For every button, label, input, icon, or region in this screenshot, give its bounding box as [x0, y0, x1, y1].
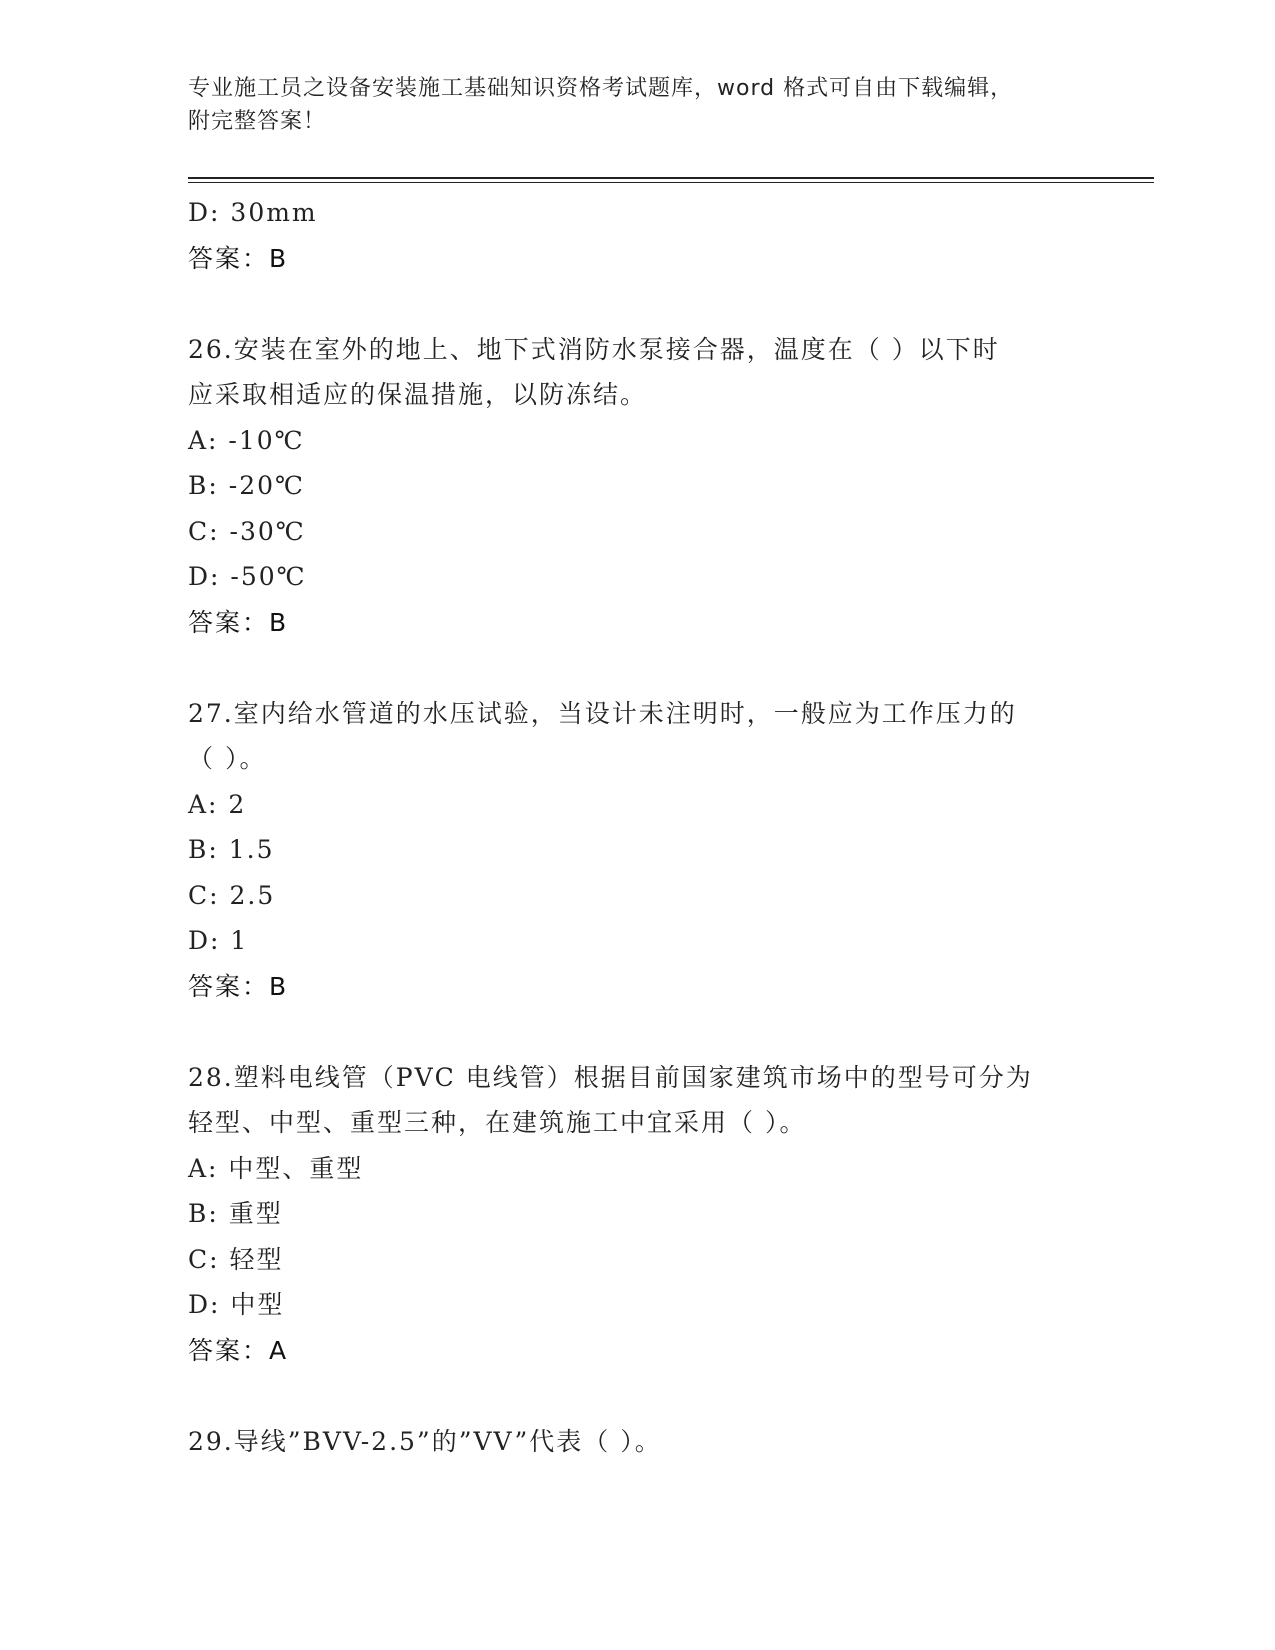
header-line-2: 附完整答案！	[188, 109, 327, 134]
option-a: A: -10℃	[188, 425, 305, 455]
header-line-1: 专业施工员之设备安装施工基础知识资格考试题库，word 格式可自由下载编辑，	[188, 76, 1014, 101]
option-b: B: -20℃	[188, 471, 305, 500]
question-stem: 轻型、中型、重型三种，在建筑施工中宜采用（ ）。	[188, 1108, 807, 1137]
question-stem: 26.安装在室外的地上、地下式消防水泵接合器，温度在（ ）以下时	[188, 334, 1000, 364]
option-a: A: 中型、重型	[188, 1153, 364, 1183]
spacer	[188, 1009, 1088, 1055]
question-block-25	[188, 190, 1088, 281]
question-stem: 27.室内给水管道的水压试验，当设计未注明时，一般应为工作压力的	[188, 698, 1017, 728]
option-d: D: 1	[188, 926, 249, 955]
option-a: A: 2	[188, 789, 247, 819]
option-d: D: 中型	[188, 1290, 285, 1319]
answer-line: 答案：B	[188, 243, 289, 273]
header-divider-thin	[188, 182, 1154, 183]
question-block-28	[188, 1055, 1088, 1374]
spacer	[188, 645, 1088, 691]
option-c: C: 2.5	[188, 880, 276, 910]
question-stem: （ ）。	[188, 744, 267, 773]
question-block-29	[188, 1419, 1088, 1465]
question-stem: 应采取相适应的保温措施，以防冻结。	[188, 380, 648, 409]
option-b: B: 重型	[188, 1199, 283, 1228]
option-d: D: 30mm	[188, 198, 318, 227]
spacer	[188, 1373, 1088, 1419]
question-block-27	[188, 691, 1088, 1010]
header-divider-thick	[188, 177, 1154, 179]
option-c: C: -30℃	[188, 516, 306, 546]
document-header	[188, 72, 1088, 138]
answer-line: 答案：B	[188, 607, 289, 637]
question-stem: 29.导线”BVV-2.5”的”VV”代表（ ）。	[188, 1426, 662, 1456]
question-block-26	[188, 327, 1088, 646]
option-b: B: 1.5	[188, 835, 275, 864]
spacer	[188, 281, 1088, 327]
option-c: C: 轻型	[188, 1244, 284, 1274]
answer-line: 答案：B	[188, 971, 289, 1001]
question-stem: 28.塑料电线管（PVC 电线管）根据目前国家建筑市场中的型号可分为	[188, 1062, 1033, 1092]
option-d: D: -50℃	[188, 562, 307, 591]
answer-line: 答案：A	[188, 1335, 289, 1365]
document-body	[188, 190, 1088, 1464]
